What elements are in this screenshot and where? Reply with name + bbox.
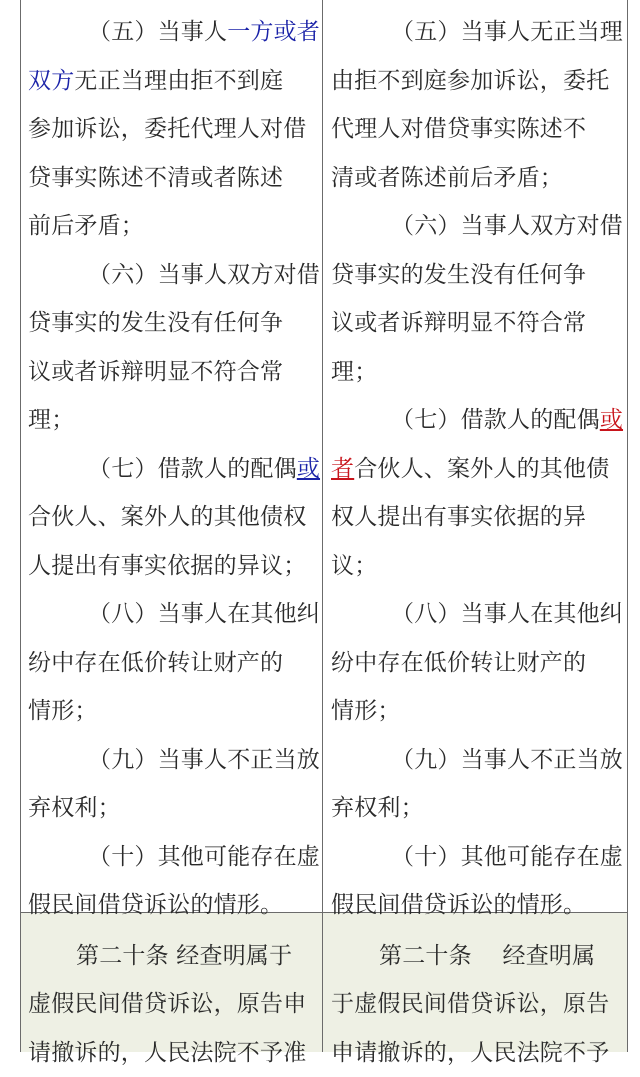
highlight-text: 者	[331, 456, 354, 482]
highlight-text: 或	[297, 456, 320, 482]
right-para-7: （七）借款人的配偶或 者合伙人、案外人的其他债 权人提出有事实依据的异 议；	[331, 396, 623, 590]
left-para-9: （九）当事人不正当放 弃权利；	[28, 736, 320, 833]
left-para-10: （十）其他可能存在虚 假民间借贷诉讼的情形。	[28, 833, 320, 930]
left-para-8: （八）当事人在其他纠 纷中存在低价转让财产的 情形；	[28, 590, 320, 736]
left-para-7: （七）借款人的配偶或 合伙人、案外人的其他债权 人提出有事实依据的异议；	[28, 445, 320, 591]
highlight-text: 双方	[28, 68, 74, 94]
right-para-10: （十）其他可能存在虚 假民间借贷诉讼的情形。	[331, 833, 623, 930]
table-border-right	[627, 0, 628, 1052]
highlight-text: 或	[600, 407, 623, 433]
left-para-5: （五）当事人一方或者 双方无正当理由拒不到庭 参加诉讼，委托代理人对借 贷事实陈述不清或者陈述 前后矛盾；	[28, 8, 320, 251]
right-column	[331, 8, 623, 1077]
left-para-6: （六）当事人双方对借 贷事实的发生没有任何争 议或者诉辩明显不符合常 理；	[28, 251, 320, 445]
right-para-5: （五）当事人无正当理 由拒不到庭参加诉讼，委托 代理人对借贷事实陈述不 清或者陈述前后矛盾；	[331, 8, 623, 202]
table-border-left	[20, 0, 21, 1052]
right-para-8: （八）当事人在其他纠 纷中存在低价转让财产的 情形；	[331, 590, 623, 736]
right-para-9: （九）当事人不正当放 弃权利；	[331, 736, 623, 833]
right-article-20: 第二十条 经查明属 于虚假民间借贷诉讼，原告 申请撤诉的，人民法院不予	[331, 932, 623, 1077]
left-column	[28, 8, 320, 1077]
highlight-text: 一方或者	[227, 19, 320, 45]
left-article-20: 第二十条 经查明属于 虚假民间借贷诉讼，原告申 请撤诉的，人民法院不予准	[28, 932, 320, 1077]
right-para-6: （六）当事人双方对借 贷事实的发生没有任何争 议或者诉辩明显不符合常 理；	[331, 202, 623, 396]
table-column-divider	[322, 0, 323, 1052]
